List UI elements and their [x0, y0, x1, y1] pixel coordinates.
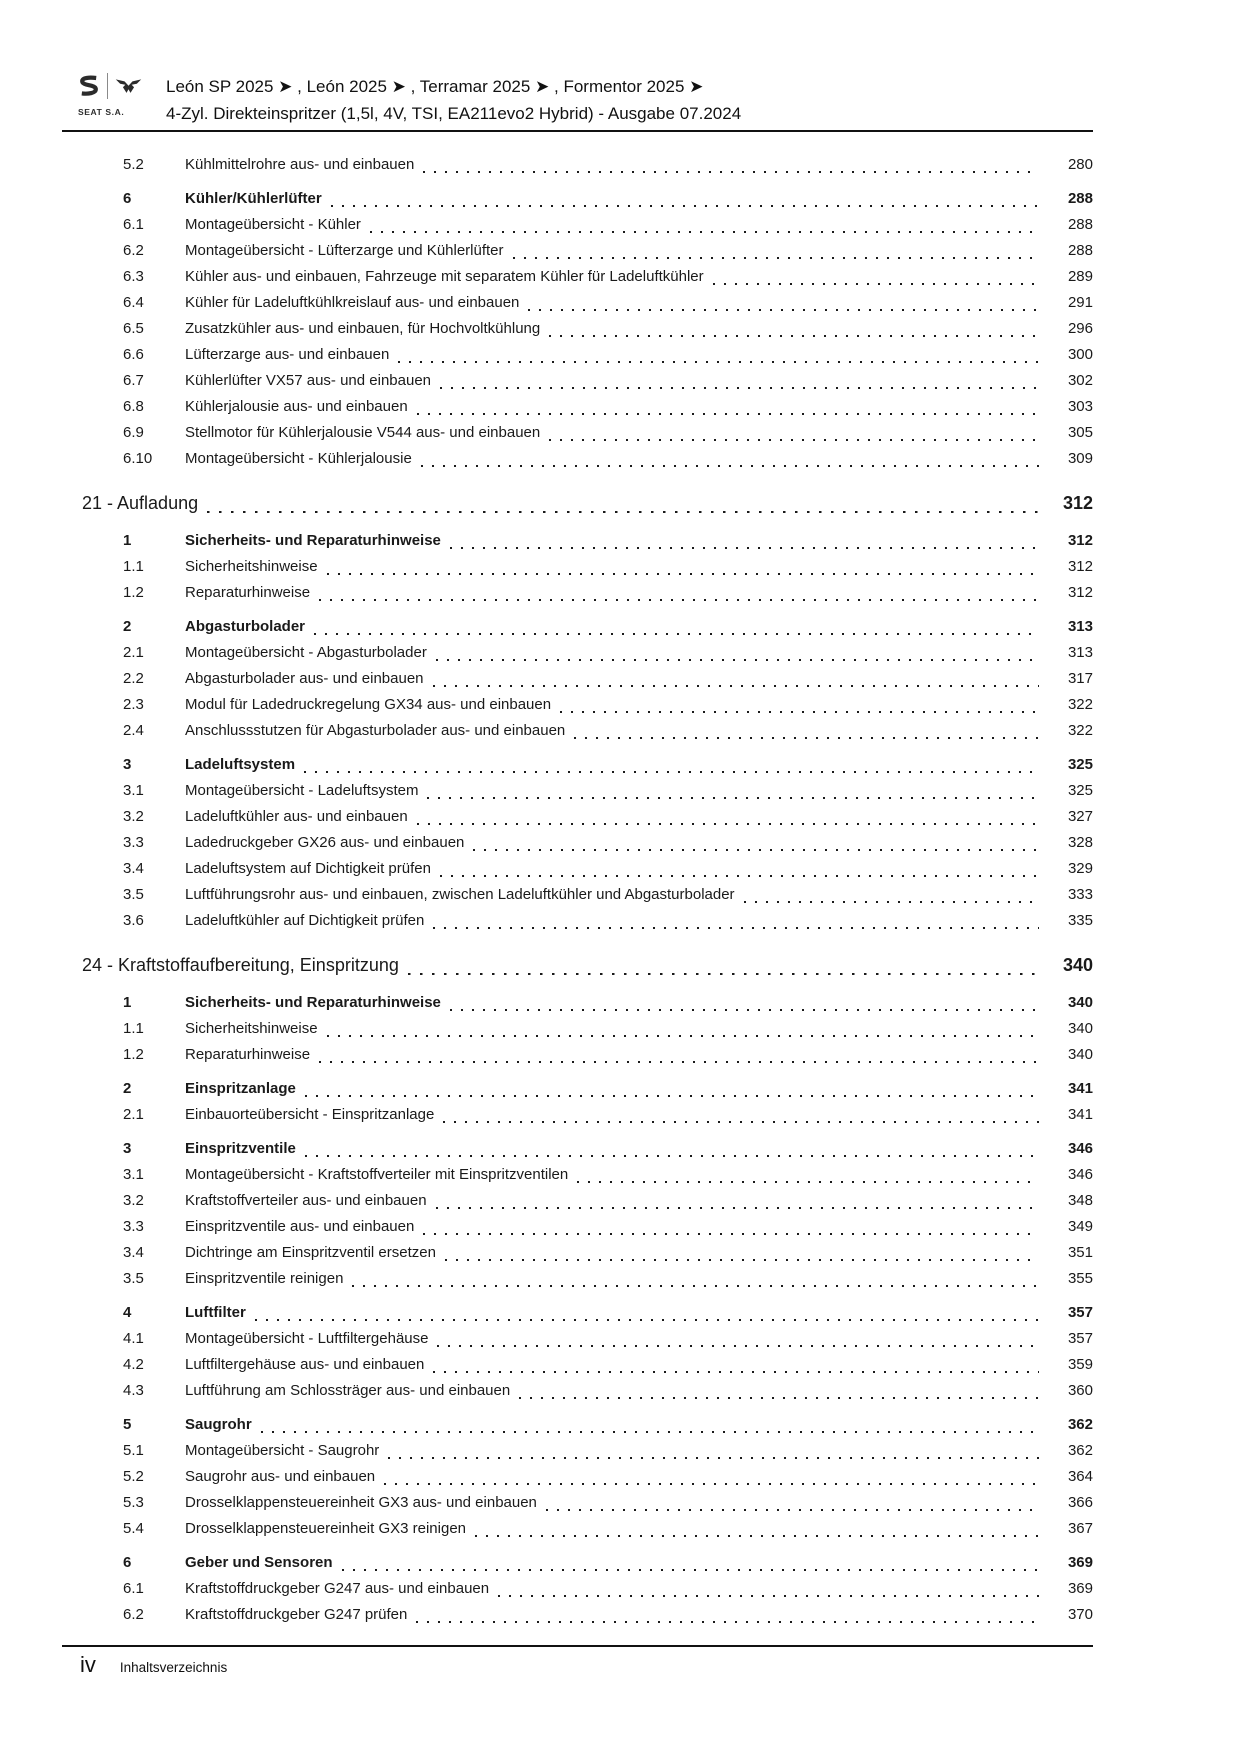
toc-entry-page: 317 — [1067, 670, 1093, 687]
toc-entry-page: 312 — [1067, 584, 1093, 601]
toc-entry-number: 3.6 — [123, 912, 144, 929]
toc-entry-page: 327 — [1067, 808, 1093, 825]
toc-entry-number: 3.5 — [123, 886, 144, 903]
toc-entry — [62, 718, 1093, 744]
dot-leader — [407, 1602, 1047, 1628]
toc-entry — [62, 420, 1093, 446]
toc-entry-title: Ladeluftsystem auf Dichtigkeit prüfen — [185, 860, 431, 877]
toc-entry-number: 3.5 — [123, 1270, 144, 1287]
toc-entry-page: 325 — [1067, 782, 1093, 799]
toc-entry-page: 341 — [1067, 1106, 1093, 1123]
toc-entry — [62, 486, 1093, 520]
toc-entry-title: Dichtringe am Einspritzventil ersetzen — [185, 1244, 436, 1261]
dot-leader — [318, 554, 1047, 580]
toc-entry-page: 300 — [1067, 346, 1093, 363]
toc-entry-title: Kühlerjalousie aus- und einbauen — [185, 398, 408, 415]
toc-entry-title: Einspritzventile aus- und einbauen — [185, 1218, 415, 1235]
toc-entry — [62, 238, 1093, 264]
toc-entry-number: 5.4 — [123, 1520, 144, 1537]
toc-entry-number: 3.2 — [123, 1192, 144, 1209]
dot-leader — [343, 1266, 1047, 1292]
toc-entry — [62, 1240, 1093, 1266]
toc-entry-page: 312 — [1067, 558, 1093, 575]
toc-entry — [62, 1016, 1093, 1042]
toc-entry — [62, 446, 1093, 472]
dot-leader — [565, 718, 1047, 744]
toc-entry-title: Kraftstoffdruckgeber G247 aus- und einbauen — [185, 1580, 490, 1597]
dot-leader — [408, 394, 1047, 420]
toc-entry-number: 6.1 — [123, 1580, 144, 1597]
toc-entry — [62, 1550, 1093, 1576]
toc-entry-title: Kühler/Kühlerlüfter — [185, 190, 322, 207]
toc-entry-number: 6.5 — [123, 320, 144, 337]
toc-entry-number: 6.6 — [123, 346, 144, 363]
dot-leader — [427, 1188, 1047, 1214]
dot-leader — [252, 1412, 1047, 1438]
toc-entry — [62, 1438, 1093, 1464]
toc-entry — [62, 1378, 1093, 1404]
toc-entry-title: Kühlmittelrohre aus- und einbauen — [185, 156, 415, 173]
toc-entry-title: Luftführung am Schlossträger aus- und einbauen — [185, 1382, 511, 1399]
dot-leader — [428, 1326, 1047, 1352]
dot-leader — [441, 528, 1047, 554]
dot-leader — [427, 640, 1047, 666]
toc-entry-title: Reparaturhinweise — [185, 1046, 311, 1063]
toc-entry — [62, 948, 1093, 982]
toc-entry — [62, 752, 1093, 778]
toc-entry-number: 3 — [123, 1140, 132, 1157]
toc-entry — [62, 882, 1093, 908]
toc-entry-title: Ladedruckgeber GX26 aus- und einbauen — [185, 834, 465, 851]
dot-leader — [333, 1550, 1047, 1576]
toc-entry-title: Kraftstoffdruckgeber G247 prüfen — [185, 1606, 408, 1623]
toc-entry-page: 312 — [1062, 493, 1093, 513]
toc-entry-number: 3.4 — [123, 860, 144, 877]
toc-entry-number: 2 — [123, 618, 132, 635]
toc-entry-page: 348 — [1067, 1192, 1093, 1209]
toc-entry-number: 3 — [123, 756, 132, 773]
toc-entry-number: 5 — [123, 1416, 132, 1433]
dot-leader — [431, 368, 1047, 394]
toc-entry-title: Kühler aus- und einbauen, Fahrzeuge mit separatem Kühler für Ladeluftkühler — [185, 268, 704, 285]
toc-entry-title: Sicherheits- und Reparaturhinweise — [185, 532, 441, 549]
toc-entry-page: 364 — [1067, 1468, 1093, 1485]
toc-entry-page: 296 — [1067, 320, 1093, 337]
toc-entry — [62, 1214, 1093, 1240]
dot-leader — [424, 666, 1047, 692]
dot-leader — [466, 1516, 1047, 1542]
toc-entry-page: 302 — [1067, 372, 1093, 389]
toc-entry-page: 340 — [1067, 1020, 1093, 1037]
toc-entry-page: 341 — [1067, 1080, 1093, 1097]
dot-leader — [310, 580, 1047, 606]
dot-leader — [464, 830, 1047, 856]
toc-entry-title: Abgasturbolader — [185, 618, 306, 635]
toc-entry — [62, 1162, 1093, 1188]
toc-entry-page: 346 — [1067, 1140, 1093, 1157]
toc-entry — [62, 804, 1093, 830]
dot-leader — [489, 1576, 1047, 1602]
toc-entry-number: 1.2 — [123, 1046, 144, 1063]
header-models-line: León SP 2025 ➤ , León 2025 ➤ , Terramar 2025 ➤ , Formentor 2025 ➤ — [166, 77, 704, 96]
toc-entry-page: 355 — [1067, 1270, 1093, 1287]
toc-entry — [62, 1576, 1093, 1602]
toc-entry-page: 369 — [1067, 1554, 1093, 1571]
toc-entry-page: 370 — [1067, 1606, 1093, 1623]
dot-leader — [414, 152, 1047, 178]
toc-entry-number: 4.1 — [123, 1330, 144, 1347]
toc-entry — [62, 1490, 1093, 1516]
toc-entry — [62, 692, 1093, 718]
toc-entry-number: 1.1 — [123, 1020, 144, 1037]
dot-leader — [322, 186, 1047, 212]
dot-leader — [519, 290, 1047, 316]
dot-leader — [568, 1162, 1047, 1188]
toc-entry — [62, 186, 1093, 212]
toc-entry — [62, 264, 1093, 290]
toc-entry-title: Zusatzkühler aus- und einbauen, für Hochvoltkühlung — [185, 320, 541, 337]
page-footer — [80, 1652, 227, 1678]
footer-rule — [62, 1645, 1093, 1647]
toc-entry-number: 1 — [123, 994, 132, 1011]
dot-leader — [441, 990, 1047, 1016]
dot-leader — [540, 316, 1047, 342]
toc-entry-title: Ladeluftsystem — [185, 756, 296, 773]
toc-entry-number: 6.8 — [123, 398, 144, 415]
toc-entry — [62, 908, 1093, 934]
toc-entry-page: 288 — [1067, 216, 1093, 233]
toc-entry-number: 6 — [123, 190, 132, 207]
toc-entry — [62, 990, 1093, 1016]
brand-block — [78, 72, 158, 117]
toc-entry — [62, 212, 1093, 238]
toc-entry — [62, 1102, 1093, 1128]
toc-entry-number: 2.4 — [123, 722, 144, 739]
toc-entry-title: Einspritzventile reinigen — [185, 1270, 344, 1287]
toc-entry-number: 4.2 — [123, 1356, 144, 1373]
toc-entry — [62, 1602, 1093, 1628]
toc-entry-page: 280 — [1067, 156, 1093, 173]
toc-entry-title: Montageübersicht - Abgasturbolader — [185, 644, 427, 661]
toc-entry-page: 340 — [1067, 994, 1093, 1011]
toc-entry-page: 313 — [1067, 618, 1093, 635]
toc-entry-title: Montageübersicht - Kühler — [185, 216, 361, 233]
toc-entry — [62, 368, 1093, 394]
dot-leader — [414, 1214, 1047, 1240]
toc-entry-number: 5.1 — [123, 1442, 144, 1459]
toc-entry — [62, 640, 1093, 666]
dot-leader — [704, 264, 1047, 290]
toc-entry — [62, 830, 1093, 856]
toc-entry-number: 6.7 — [123, 372, 144, 389]
toc-entry — [62, 580, 1093, 606]
footer-page-number: iv — [80, 1652, 96, 1677]
dot-leader — [305, 614, 1047, 640]
toc-entry-title: Kraftstoffverteiler aus- und einbauen — [185, 1192, 427, 1209]
toc-entry-title: Drosselklappensteuereinheit GX3 reinigen — [185, 1520, 467, 1537]
dot-leader — [431, 856, 1047, 882]
toc-entry-page: 325 — [1067, 756, 1093, 773]
dot-leader — [418, 778, 1047, 804]
toc-entry-page: 357 — [1067, 1304, 1093, 1321]
toc-entry — [62, 1352, 1093, 1378]
toc-entry-number: 1.2 — [123, 584, 144, 601]
brand-name: SEAT S.A. — [78, 107, 125, 117]
dot-leader — [198, 486, 1047, 520]
toc-entry — [62, 342, 1093, 368]
toc-entry-title: Einspritzanlage — [185, 1080, 296, 1097]
dot-leader — [510, 1378, 1047, 1404]
header-rule — [62, 130, 1093, 132]
toc-entry-page: 288 — [1067, 242, 1093, 259]
toc-entry — [62, 1464, 1093, 1490]
toc-entry-page: 313 — [1067, 644, 1093, 661]
dot-leader — [295, 752, 1047, 778]
cupra-logo-icon — [115, 77, 142, 96]
toc-entry-title: Abgasturbolader aus- und einbauen — [185, 670, 424, 687]
toc-entry-title: Montageübersicht - Kraftstoffverteiler mit Einspritzventilen — [185, 1166, 569, 1183]
toc-entry — [62, 554, 1093, 580]
dot-leader — [296, 1076, 1047, 1102]
toc-entry-page: 360 — [1067, 1382, 1093, 1399]
toc-entry-title: Anschlussstutzen für Abgasturbolader aus- und einbauen — [185, 722, 566, 739]
dot-leader — [361, 212, 1047, 238]
page-header — [78, 72, 741, 127]
dot-leader — [424, 1352, 1047, 1378]
dot-leader — [296, 1136, 1047, 1162]
toc-entry — [62, 290, 1093, 316]
toc-entry-title: 24 - Kraftstoffaufbereitung, Einspritzung — [82, 955, 399, 975]
toc-entry-page: 362 — [1067, 1442, 1093, 1459]
toc-entry-title: Montageübersicht - Kühlerjalousie — [185, 450, 412, 467]
toc-entry-page: 340 — [1062, 955, 1093, 975]
toc-entry-number: 6.4 — [123, 294, 144, 311]
toc-entry — [62, 1516, 1093, 1542]
header-text-block — [166, 73, 741, 127]
toc-entry-page: 333 — [1067, 886, 1093, 903]
header-subtitle-line: 4-Zyl. Direkteinspritzer (1,5l, 4V, TSI, EA211evo2 Hybrid) - Ausgabe 07.2024 — [166, 104, 742, 123]
brand-divider — [107, 73, 108, 99]
toc-entry — [62, 1042, 1093, 1068]
toc-entry-number: 6.3 — [123, 268, 144, 285]
toc-entry-title: Modul für Ladedruckregelung GX34 aus- und einbauen — [185, 696, 552, 713]
toc-entry — [62, 1300, 1093, 1326]
toc-entry-number: 2.2 — [123, 670, 144, 687]
toc-entry-number: 3.4 — [123, 1244, 144, 1261]
toc-entry-page: 359 — [1067, 1356, 1093, 1373]
toc-entry-title: Sicherheits- und Reparaturhinweise — [185, 994, 441, 1011]
dot-leader — [434, 1102, 1047, 1128]
toc-entry-number: 4 — [123, 1304, 132, 1321]
toc-entry-page: 303 — [1067, 398, 1093, 415]
toc-entry-title: Lüfterzarge aus- und einbauen — [185, 346, 390, 363]
toc-entry-title: Montageübersicht - Ladeluftsystem — [185, 782, 419, 799]
dot-leader — [318, 1016, 1047, 1042]
toc-entry-title: Montageübersicht - Luftfiltergehäuse — [185, 1330, 429, 1347]
toc-entry — [62, 152, 1093, 178]
toc-entry-number: 6.2 — [123, 242, 144, 259]
toc-entry-page: 346 — [1067, 1166, 1093, 1183]
dot-leader — [504, 238, 1047, 264]
dot-leader — [389, 342, 1047, 368]
dot-leader — [379, 1438, 1047, 1464]
toc-entry-page: 305 — [1067, 424, 1093, 441]
toc-entry-title: Kühler für Ladeluftkühlkreislauf aus- und einbauen — [185, 294, 520, 311]
toc-entry-page: 312 — [1067, 532, 1093, 549]
dot-leader — [375, 1464, 1047, 1490]
toc-entry-title: Saugrohr aus- und einbauen — [185, 1468, 376, 1485]
toc-entry — [62, 778, 1093, 804]
toc-entry-page: 367 — [1067, 1520, 1093, 1537]
dot-leader — [310, 1042, 1047, 1068]
toc-entry — [62, 666, 1093, 692]
toc-entry — [62, 316, 1093, 342]
toc-entry-title: Einspritzventile — [185, 1140, 296, 1157]
toc-entry-page: 289 — [1067, 268, 1093, 285]
toc-entry-title: Reparaturhinweise — [185, 584, 311, 601]
toc-entry-page: 366 — [1067, 1494, 1093, 1511]
toc-entry-title: Ladeluftkühler auf Dichtigkeit prüfen — [185, 912, 425, 929]
toc-entry-number: 4.3 — [123, 1382, 144, 1399]
toc-entry-title: Luftfiltergehäuse aus- und einbauen — [185, 1356, 425, 1373]
toc-entry-title: 21 - Aufladung — [82, 493, 199, 513]
toc-entry-number: 6.1 — [123, 216, 144, 233]
toc-entry-number: 5.3 — [123, 1494, 144, 1511]
toc-entry-number: 2.3 — [123, 696, 144, 713]
toc-entry-number: 6.10 — [123, 450, 153, 467]
toc-entry-number: 3.1 — [123, 1166, 144, 1183]
toc-entry-number: 3.3 — [123, 834, 144, 851]
toc-entry-title: Montageübersicht - Saugrohr — [185, 1442, 380, 1459]
toc-entry — [62, 394, 1093, 420]
toc-entry-number: 3.2 — [123, 808, 144, 825]
toc-entry-title: Montageübersicht - Lüfterzarge und Kühlerlüfter — [185, 242, 504, 259]
toc-entry-title: Kühlerlüfter VX57 aus- und einbauen — [185, 372, 432, 389]
toc-entry — [62, 614, 1093, 640]
toc-entry-page: 322 — [1067, 722, 1093, 739]
toc-entry-page: 322 — [1067, 696, 1093, 713]
toc-entry-page: 351 — [1067, 1244, 1093, 1261]
toc-entry-title: Sicherheitshinweise — [185, 558, 318, 575]
toc-entry-title: Geber und Sensoren — [185, 1554, 333, 1571]
toc-entry-page: 369 — [1067, 1580, 1093, 1597]
dot-leader — [246, 1300, 1047, 1326]
toc-entry-page: 335 — [1067, 912, 1093, 929]
toc-entry — [62, 1076, 1093, 1102]
dot-leader — [399, 948, 1047, 982]
toc-entry-title: Sicherheitshinweise — [185, 1020, 318, 1037]
toc-entry-page: 291 — [1067, 294, 1093, 311]
toc-entry-title: Luftführungsrohr aus- und einbauen, zwischen Ladeluftkühler und Abgasturbolader — [185, 886, 735, 903]
toc-entry-page: 362 — [1067, 1416, 1093, 1433]
toc-entry-page: 340 — [1067, 1046, 1093, 1063]
seat-logo-icon — [78, 74, 100, 98]
toc-entry-number: 3.3 — [123, 1218, 144, 1235]
toc-entry-page: 329 — [1067, 860, 1093, 877]
toc-entry-title: Stellmotor für Kühlerjalousie V544 aus- und einbauen — [185, 424, 541, 441]
toc-entry-number: 2.1 — [123, 1106, 144, 1123]
toc-entry — [62, 1326, 1093, 1352]
dot-leader — [408, 804, 1047, 830]
toc-entry-number: 5.2 — [123, 156, 144, 173]
footer-label: Inhaltsverzeichnis — [119, 1660, 228, 1675]
toc-entry-number: 6.9 — [123, 424, 144, 441]
toc-entry-page: 349 — [1067, 1218, 1093, 1235]
toc-entry — [62, 1266, 1093, 1292]
dot-leader — [540, 420, 1047, 446]
toc-entry-number: 2.1 — [123, 644, 144, 661]
toc-entry-title: Drosselklappensteuereinheit GX3 aus- und einbauen — [185, 1494, 537, 1511]
dot-leader — [551, 692, 1047, 718]
dot-leader — [735, 882, 1047, 908]
toc-entry-page: 309 — [1067, 450, 1093, 467]
toc-entry-number: 3.1 — [123, 782, 144, 799]
toc-entry-number: 6.2 — [123, 1606, 144, 1623]
toc-entry — [62, 528, 1093, 554]
toc-entry-title: Luftfilter — [185, 1304, 246, 1321]
toc-entry — [62, 856, 1093, 882]
toc-entry-title: Saugrohr — [185, 1416, 252, 1433]
toc-entry-title: Ladeluftkühler aus- und einbauen — [185, 808, 408, 825]
toc-entry — [62, 1136, 1093, 1162]
toc-entry-number: 5.2 — [123, 1468, 144, 1485]
toc-entry — [62, 1412, 1093, 1438]
toc-entry — [62, 1188, 1093, 1214]
toc-entry-page: 328 — [1067, 834, 1093, 851]
toc-entry-number: 1.1 — [123, 558, 144, 575]
toc-entry-page: 357 — [1067, 1330, 1093, 1347]
toc-entry-number: 1 — [123, 532, 132, 549]
toc-entry-number: 2 — [123, 1080, 132, 1097]
dot-leader — [537, 1490, 1047, 1516]
toc-entry-title: Einbauorteübersicht - Einspritzanlage — [185, 1106, 435, 1123]
dot-leader — [436, 1240, 1047, 1266]
dot-leader — [424, 908, 1047, 934]
dot-leader — [412, 446, 1047, 472]
toc-entry-number: 6 — [123, 1554, 132, 1571]
table-of-contents — [62, 152, 1093, 1628]
toc-entry-page: 288 — [1067, 190, 1093, 207]
